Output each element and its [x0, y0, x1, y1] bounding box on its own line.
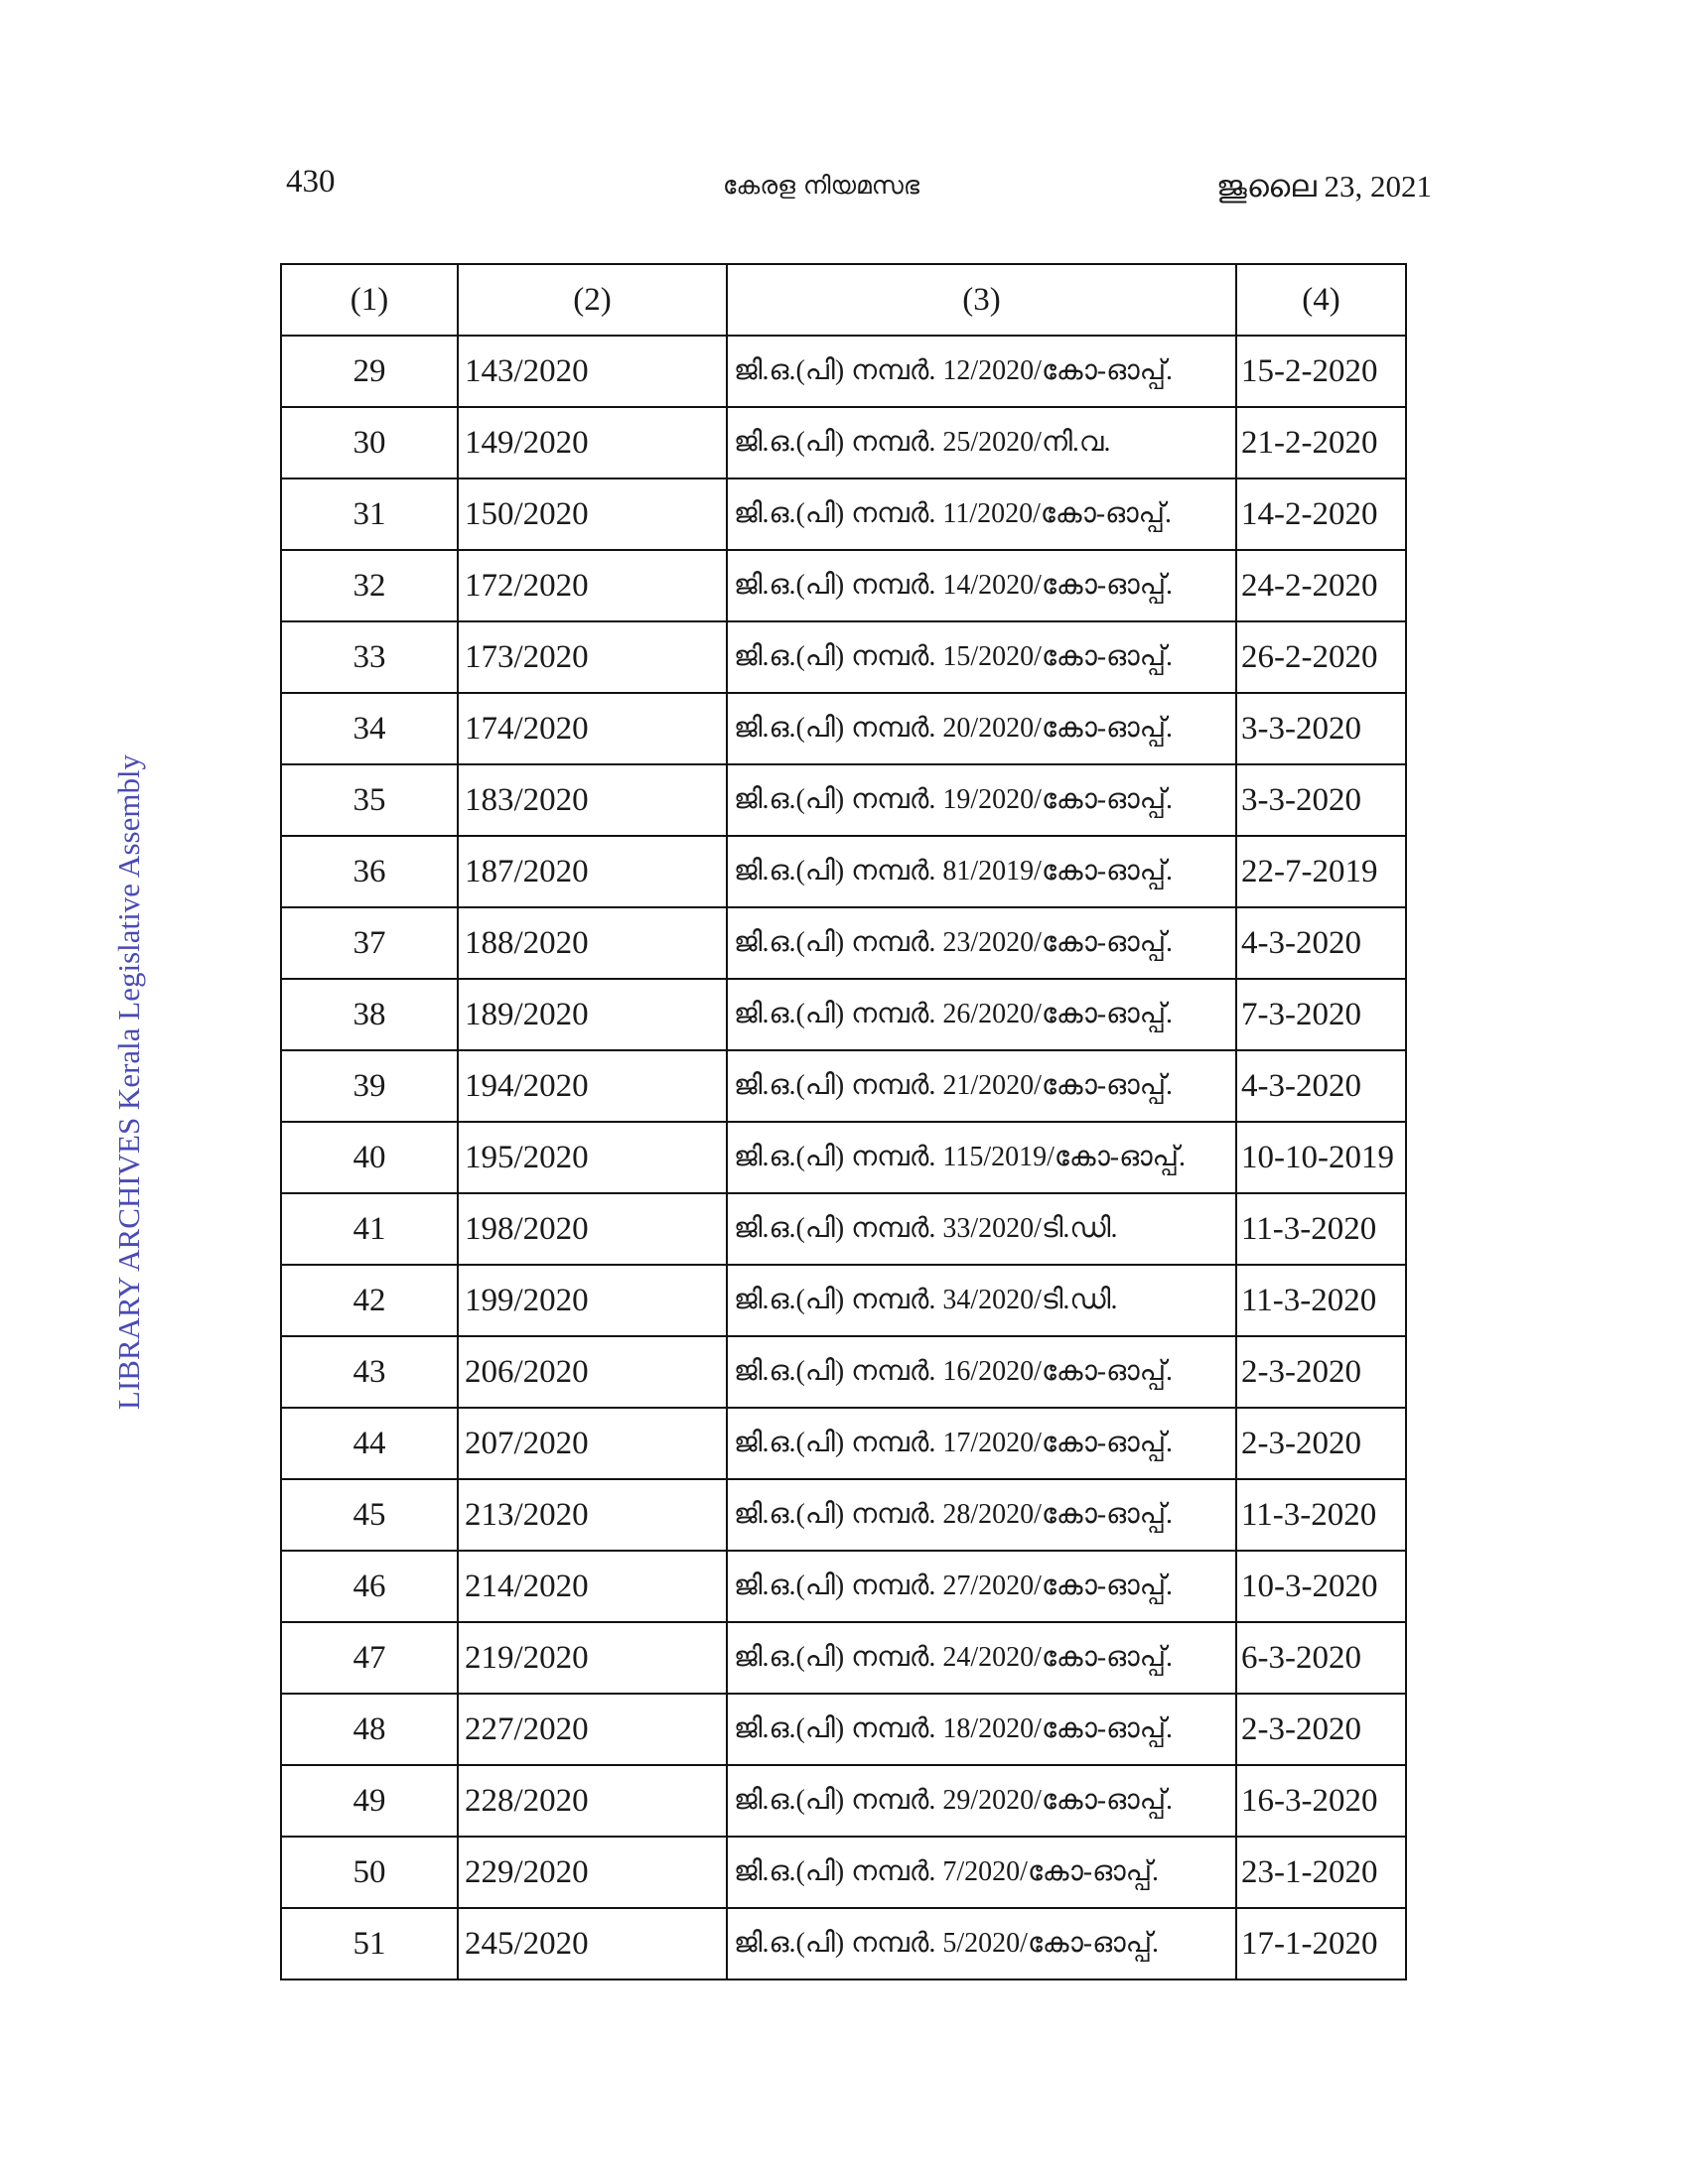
serial-number-cell: 45: [281, 1479, 458, 1551]
serial-number-cell: 46: [281, 1551, 458, 1622]
order-number-cell: 228/2020: [458, 1765, 727, 1837]
date-cell: 10-10-2019: [1236, 1122, 1406, 1193]
order-number-cell: 229/2020: [458, 1837, 727, 1908]
order-number-cell: 219/2020: [458, 1622, 727, 1694]
order-number-cell: 194/2020: [458, 1050, 727, 1122]
order-number-cell: 189/2020: [458, 979, 727, 1050]
order-number-cell: 173/2020: [458, 621, 727, 693]
government-order-cell: ജി.ഒ.(പി) നമ്പർ. 27/2020/കോ-ഓപ്പ്.: [727, 1551, 1236, 1622]
table-row: [281, 979, 1406, 1050]
order-number-cell: 150/2020: [458, 478, 727, 550]
table-row: [281, 550, 1406, 621]
data-table: [280, 263, 1407, 1980]
government-order-cell: ജി.ഒ.(പി) നമ്പർ. 17/2020/കോ-ഓപ്പ്.: [727, 1408, 1236, 1479]
archive-watermark: LIBRARY ARCHIVES Kerala Legislative Assembly: [111, 753, 146, 1411]
page-date: ജൂലൈ 23, 2021: [1216, 169, 1432, 204]
date-cell: 24-2-2020: [1236, 550, 1406, 621]
table-header-row: [281, 264, 1406, 336]
date-cell: 16-3-2020: [1236, 1765, 1406, 1837]
date-cell: 3-3-2020: [1236, 764, 1406, 836]
serial-number-cell: 44: [281, 1408, 458, 1479]
order-number-cell: 174/2020: [458, 693, 727, 764]
serial-number-cell: 37: [281, 907, 458, 979]
government-order-cell: ജി.ഒ.(പി) നമ്പർ. 28/2020/കോ-ഓപ്പ്.: [727, 1479, 1236, 1551]
table-row: [281, 1694, 1406, 1765]
serial-number-cell: 48: [281, 1694, 458, 1765]
date-cell: 2-3-2020: [1236, 1336, 1406, 1408]
table-row: [281, 1050, 1406, 1122]
table-row: [281, 1765, 1406, 1837]
column-header-4: (4): [1236, 264, 1406, 336]
government-order-cell: ജി.ഒ.(പി) നമ്പർ. 5/2020/കോ-ഓപ്പ്.: [727, 1908, 1236, 1979]
order-number-cell: 195/2020: [458, 1122, 727, 1193]
serial-number-cell: 31: [281, 478, 458, 550]
table-row: [281, 1122, 1406, 1193]
government-order-cell: ജി.ഒ.(പി) നമ്പർ. 7/2020/കോ-ഓപ്പ്.: [727, 1837, 1236, 1908]
page-number: 430: [286, 164, 336, 200]
order-number-cell: 213/2020: [458, 1479, 727, 1551]
table-row: [281, 1408, 1406, 1479]
order-number-cell: 143/2020: [458, 336, 727, 407]
column-header-1: (1): [281, 264, 458, 336]
table-row: [281, 836, 1406, 907]
government-order-cell: ജി.ഒ.(പി) നമ്പർ. 81/2019/കോ-ഓപ്പ്.: [727, 836, 1236, 907]
date-cell: 11-3-2020: [1236, 1479, 1406, 1551]
date-cell: 2-3-2020: [1236, 1694, 1406, 1765]
order-number-cell: 188/2020: [458, 907, 727, 979]
date-cell: 4-3-2020: [1236, 907, 1406, 979]
government-order-cell: ജി.ഒ.(പി) നമ്പർ. 26/2020/കോ-ഓപ്പ്.: [727, 979, 1236, 1050]
serial-number-cell: 30: [281, 407, 458, 478]
date-cell: 11-3-2020: [1236, 1193, 1406, 1265]
table-row: [281, 907, 1406, 979]
order-number-cell: 227/2020: [458, 1694, 727, 1765]
order-number-cell: 198/2020: [458, 1193, 727, 1265]
government-order-cell: ജി.ഒ.(പി) നമ്പർ. 115/2019/കോ-ഓപ്പ്.: [727, 1122, 1236, 1193]
order-number-cell: 183/2020: [458, 764, 727, 836]
date-cell: 14-2-2020: [1236, 478, 1406, 550]
serial-number-cell: 38: [281, 979, 458, 1050]
government-order-cell: ജി.ഒ.(പി) നമ്പർ. 23/2020/കോ-ഓപ്പ്.: [727, 907, 1236, 979]
date-cell: 23-1-2020: [1236, 1837, 1406, 1908]
table-row: [281, 1265, 1406, 1336]
date-cell: 6-3-2020: [1236, 1622, 1406, 1694]
table-row: [281, 1193, 1406, 1265]
serial-number-cell: 51: [281, 1908, 458, 1979]
date-cell: 3-3-2020: [1236, 693, 1406, 764]
order-number-cell: 245/2020: [458, 1908, 727, 1979]
table-row: [281, 1551, 1406, 1622]
serial-number-cell: 50: [281, 1837, 458, 1908]
serial-number-cell: 33: [281, 621, 458, 693]
order-number-cell: 149/2020: [458, 407, 727, 478]
serial-number-cell: 29: [281, 336, 458, 407]
serial-number-cell: 39: [281, 1050, 458, 1122]
order-number-cell: 207/2020: [458, 1408, 727, 1479]
serial-number-cell: 43: [281, 1336, 458, 1408]
table-row: [281, 407, 1406, 478]
order-number-cell: 206/2020: [458, 1336, 727, 1408]
government-order-cell: ജി.ഒ.(പി) നമ്പർ. 19/2020/കോ-ഓപ്പ്.: [727, 764, 1236, 836]
date-cell: 4-3-2020: [1236, 1050, 1406, 1122]
date-cell: 17-1-2020: [1236, 1908, 1406, 1979]
government-order-cell: ജി.ഒ.(പി) നമ്പർ. 15/2020/കോ-ഓപ്പ്.: [727, 621, 1236, 693]
table-body: [281, 336, 1406, 1979]
serial-number-cell: 40: [281, 1122, 458, 1193]
government-order-cell: ജി.ഒ.(പി) നമ്പർ. 12/2020/കോ-ഓപ്പ്.: [727, 336, 1236, 407]
serial-number-cell: 32: [281, 550, 458, 621]
order-number-cell: 199/2020: [458, 1265, 727, 1336]
running-title: കേരള നിയമസഭ: [723, 171, 919, 200]
government-order-cell: ജി.ഒ.(പി) നമ്പർ. 24/2020/കോ-ഓപ്പ്.: [727, 1622, 1236, 1694]
government-order-cell: ജി.ഒ.(പി) നമ്പർ. 18/2020/കോ-ഓപ്പ്.: [727, 1694, 1236, 1765]
serial-number-cell: 49: [281, 1765, 458, 1837]
date-cell: 26-2-2020: [1236, 621, 1406, 693]
date-cell: 10-3-2020: [1236, 1551, 1406, 1622]
table-row: [281, 1837, 1406, 1908]
order-number-cell: 172/2020: [458, 550, 727, 621]
serial-number-cell: 36: [281, 836, 458, 907]
table-row: [281, 336, 1406, 407]
serial-number-cell: 34: [281, 693, 458, 764]
government-order-cell: ജി.ഒ.(പി) നമ്പർ. 29/2020/കോ-ഓപ്പ്.: [727, 1765, 1236, 1837]
government-order-cell: ജി.ഒ.(പി) നമ്പർ. 16/2020/കോ-ഓപ്പ്.: [727, 1336, 1236, 1408]
column-header-2: (2): [458, 264, 727, 336]
government-order-cell: ജി.ഒ.(പി) നമ്പർ. 25/2020/നി.വ.: [727, 407, 1236, 478]
date-cell: 15-2-2020: [1236, 336, 1406, 407]
government-order-cell: ജി.ഒ.(പി) നമ്പർ. 20/2020/കോ-ഓപ്പ്.: [727, 693, 1236, 764]
government-order-cell: ജി.ഒ.(പി) നമ്പർ. 33/2020/ടി.ഡി.: [727, 1193, 1236, 1265]
date-cell: 22-7-2019: [1236, 836, 1406, 907]
government-order-cell: ജി.ഒ.(പി) നമ്പർ. 14/2020/കോ-ഓപ്പ്.: [727, 550, 1236, 621]
table-row: [281, 764, 1406, 836]
table-row: [281, 478, 1406, 550]
table-row: [281, 621, 1406, 693]
date-cell: 11-3-2020: [1236, 1265, 1406, 1336]
government-order-cell: ജി.ഒ.(പി) നമ്പർ. 34/2020/ടി.ഡി.: [727, 1265, 1236, 1336]
government-order-cell: ജി.ഒ.(പി) നമ്പർ. 11/2020/കോ-ഓപ്പ്.: [727, 478, 1236, 550]
serial-number-cell: 42: [281, 1265, 458, 1336]
table-row: [281, 1479, 1406, 1551]
government-order-cell: ജി.ഒ.(പി) നമ്പർ. 21/2020/കോ-ഓപ്പ്.: [727, 1050, 1236, 1122]
date-cell: 21-2-2020: [1236, 407, 1406, 478]
table-row: [281, 1622, 1406, 1694]
column-header-3: (3): [727, 264, 1236, 336]
serial-number-cell: 35: [281, 764, 458, 836]
order-number-cell: 214/2020: [458, 1551, 727, 1622]
serial-number-cell: 47: [281, 1622, 458, 1694]
date-cell: 2-3-2020: [1236, 1408, 1406, 1479]
table-row: [281, 1336, 1406, 1408]
serial-number-cell: 41: [281, 1193, 458, 1265]
table-row: [281, 1908, 1406, 1979]
table-row: [281, 693, 1406, 764]
date-cell: 7-3-2020: [1236, 979, 1406, 1050]
order-number-cell: 187/2020: [458, 836, 727, 907]
